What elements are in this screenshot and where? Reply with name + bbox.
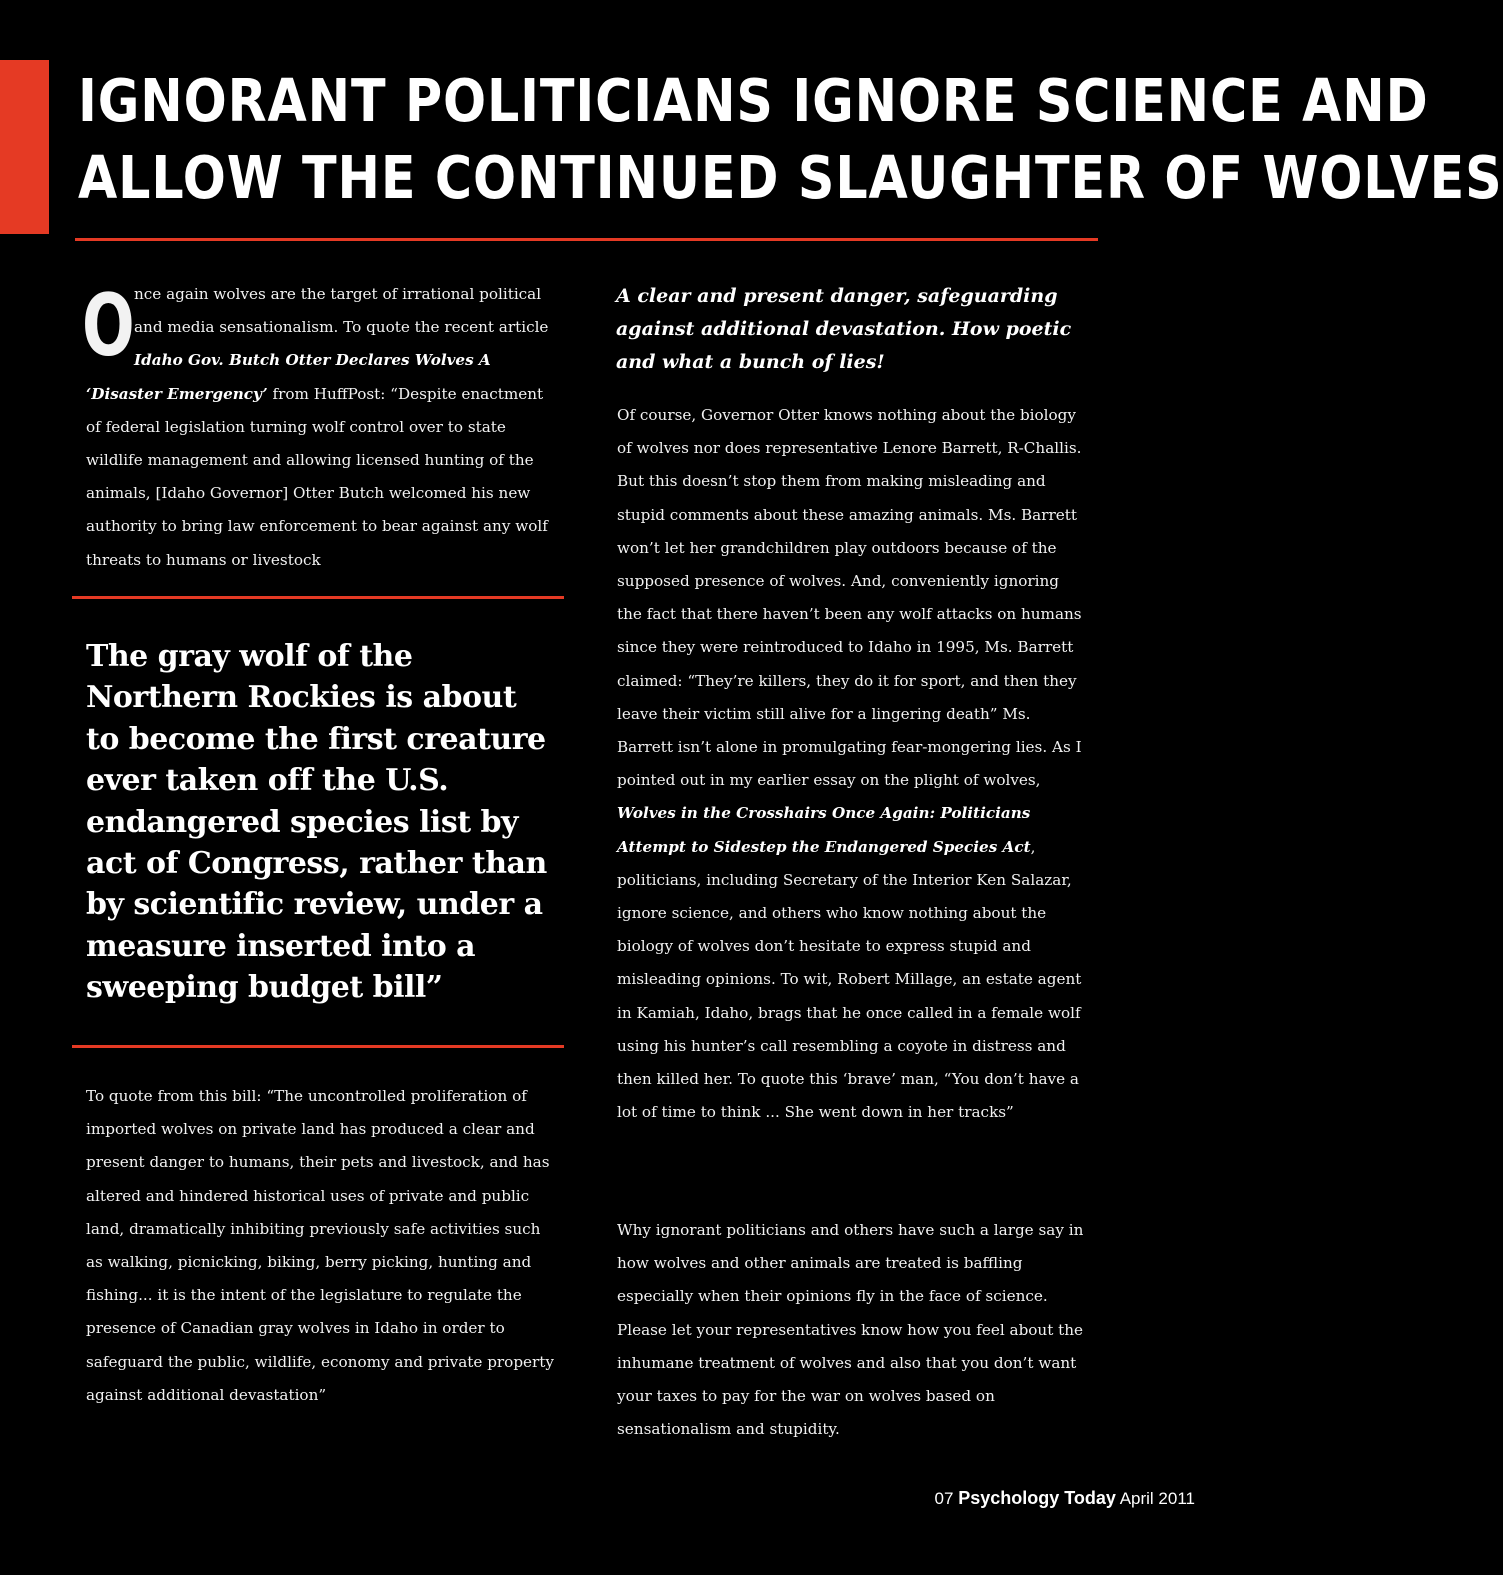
article-title: Idaho Gov. Butch Otter Declares Wolves A ‘Disaster Emergency’ [86,351,491,403]
intro-paragraph [82,276,556,577]
intro-text-before: nce again wolves are the target of irrational political and media sensationalism. To quote the recent article [134,285,549,337]
drop-cap: O [82,276,135,376]
headline-divider [75,238,1098,241]
intro-text-after: from HuffPost: “Despite enactment of federal legislation turning wolf control over to state wildlife management and allowing licensed hunting of the animals, [Idaho Governor] Otter Butch welcomed his new authority to bring law enforcement to bear against any wolf threats to humans or livestock [86,384,548,569]
page-footer [935,1488,1195,1509]
headline [78,62,1503,216]
pull-quote: The gray wolf of the Northern Rockies is about to become the first creature ever taken off the U.S. endangered species list by act of Congress, rather than by scientific review, under a measure inserted into a sweeping budget bill” [86,639,547,1006]
right-column-body [617,399,1087,1129]
pullquote-bottom-divider [72,1045,564,1048]
headline-line-1: IGNORANT POLITICIANS IGNORE SCIENCE AND [78,66,1429,135]
issue-date: April 2011 [1119,1489,1195,1508]
essay-title: Wolves in the Crosshairs Once Again: Politicians Attempt to Sidestep the Endangered Species Act [617,804,1031,856]
right-column-lead: A clear and present danger, safeguarding against additional devastation. How poetic and what a bunch of lies! [616,285,1072,373]
page-number: 07 [934,1489,954,1508]
right-body-after: , politicians, including Secretary of the Interior Ken Salazar, ignore science, and others who know nothing about the biology of wolves don’t hesitate to express stupid and misleading opinions. To wit, Robert Millage, an estate agent in Kamiah, Idaho, brags that he once called in a female wolf using his hunter’s call resembling a coyote in distress and then killed her. To quote this ‘brave’ man, “You don’t have a lot of time to think ... She went down in her tracks” [617,837,1082,1122]
publication-name: Psychology Today [958,1488,1116,1508]
bill-quote-paragraph: To quote from this bill: “The uncontrolled proliferation of imported wolves on private land has produced a clear and present danger to humans, their pets and livestock, and has altered and hindered historical uses of private and public land, dramatically inhibiting previously safe activities such as walking, picnicking, biking, berry picking, hunting and fishing... it is the intent of the legislature to regulate the presence of Canadian gray wolves in Idaho in order to safeguard the public, wildlife, economy and private property against additional devastation” [86,1087,554,1404]
right-body-before: Of course, Governor Otter knows nothing about the biology of wolves nor does representative Lenore Barrett, R-Challis. But this doesn’t stop them from making misleading and stupid comments about these amazing animals. Ms. Barrett won’t let her grandchildren play outdoors because of the supposed presence of wolves. And, conveniently ignoring the fact that there haven’t been any wolf attacks on humans since they were reintroduced to Idaho in 1995, Ms. Barrett claimed: “They’re killers, they do it for sport, and then they leave their victim still alive for a lingering death” Ms. Barrett isn’t alone in promulgating fear-mongering lies. As I pointed out in my earlier essay on the plight of wolves, [617,406,1082,790]
pullquote-top-divider [72,596,564,599]
closing-paragraph: Why ignorant politicians and others have such a large say in how wolves and other animals are treated is baffling especially when their opinions fly in the face of science. Please let your representatives know how you feel about the inhumane treatment of wolves and also that you don’t want your taxes to pay for the war on wolves based on sensationalism and stupidity. [617,1221,1084,1439]
headline-line-2: ALLOW THE CONTINUED SLAUGHTER OF WOLVES [78,143,1503,212]
accent-bar [0,60,49,234]
